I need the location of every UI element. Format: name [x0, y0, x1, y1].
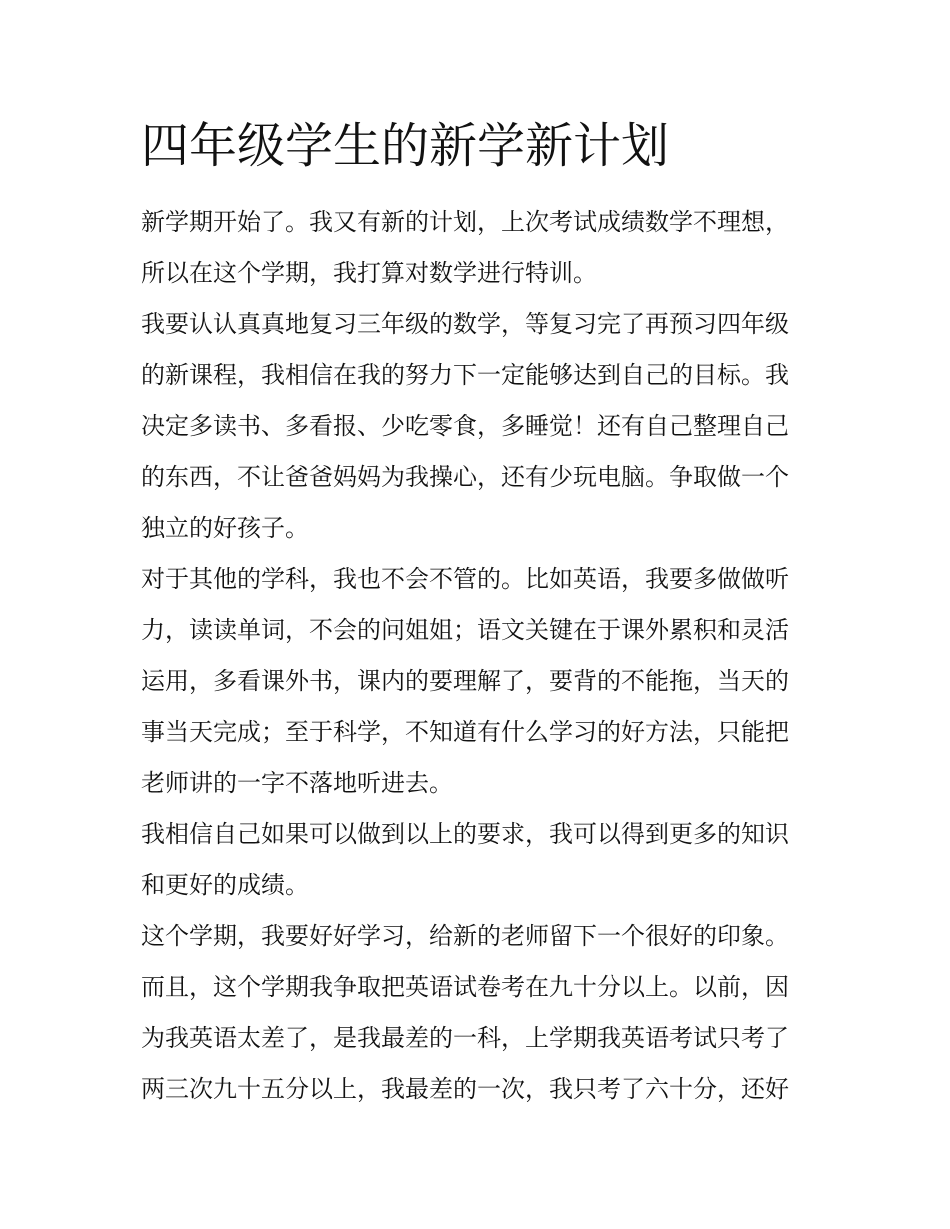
body-line: 而且，这个学期我争取把英语试卷考在九十分以上。以前，因	[141, 973, 789, 1001]
body-line: 我相信自己如果可以做到以上的要求，我可以得到更多的知识	[141, 820, 789, 848]
body-line: 新学期开始了。我又有新的计划，上次考试成绩数学不理想，	[141, 208, 789, 236]
body-line: 和更好的成绩。	[141, 871, 309, 899]
document-body	[141, 197, 817, 1115]
body-line: 为我英语太差了，是我最差的一科，上学期我英语考试只考了	[141, 1024, 789, 1052]
body-line: 我要认认真真地复习三年级的数学，等复习完了再预习四年级	[141, 310, 789, 338]
body-line: 老师讲的一字不落地听进去。	[141, 769, 453, 797]
body-line: 决定多读书、多看报、少吃零食，多睡觉！还有自己整理自己	[141, 412, 789, 440]
body-line: 所以在这个学期，我打算对数学进行特训。	[141, 259, 597, 287]
body-line: 独立的好孩子。	[141, 514, 309, 542]
body-line: 事当天完成；至于科学，不知道有什么学习的好方法，只能把	[141, 718, 789, 746]
body-line: 这个学期，我要好好学习，给新的老师留下一个很好的印象。	[141, 922, 789, 950]
body-line: 对于其他的学科，我也不会不管的。比如英语，我要多做做听	[141, 565, 789, 593]
body-line: 力，读读单词，不会的问姐姐；语文关键在于课外累积和灵活	[141, 616, 789, 644]
document-title: 四年级学生的新学新计划	[141, 118, 670, 174]
body-line: 两三次九十五分以上，我最差的一次，我只考了六十分，还好	[141, 1075, 789, 1103]
body-line: 运用，多看课外书，课内的要理解了，要背的不能拖，当天的	[141, 667, 789, 695]
body-line: 的新课程，我相信在我的努力下一定能够达到自己的目标。我	[141, 361, 789, 389]
body-line: 的东西，不让爸爸妈妈为我操心，还有少玩电脑。争取做一个	[141, 463, 789, 491]
